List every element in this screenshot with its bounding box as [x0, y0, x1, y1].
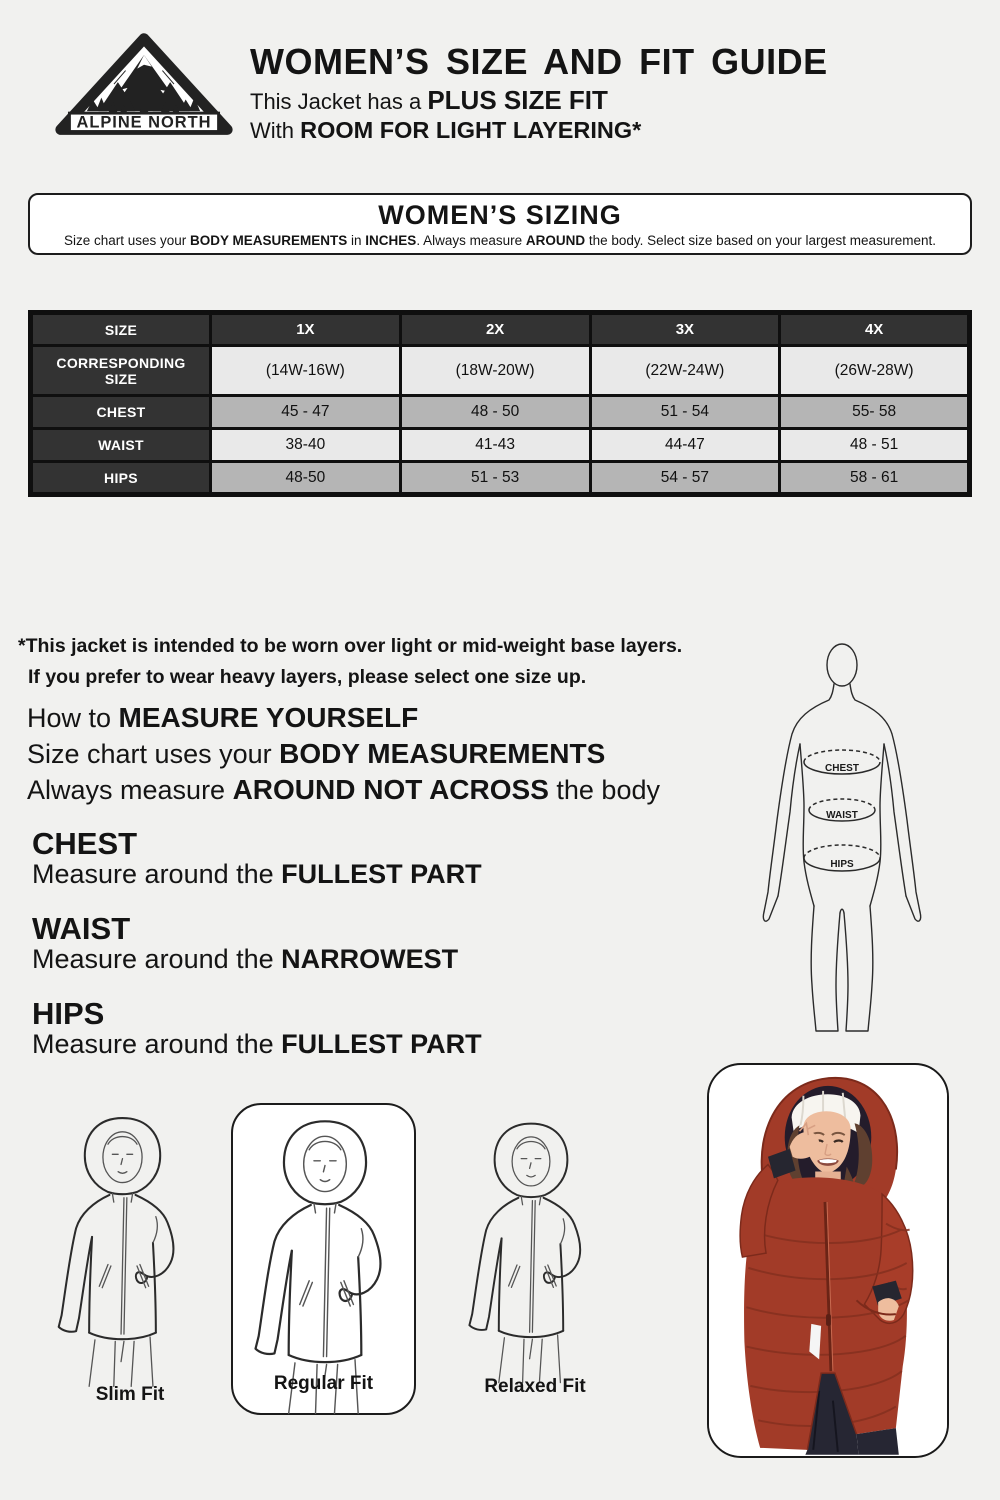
- col-header-4x: 4X: [780, 313, 970, 346]
- instruction-bold-text: FULLEST PART: [281, 1029, 482, 1059]
- body-outline-icon: [752, 640, 958, 1042]
- header: [250, 42, 970, 144]
- diagram-hips-label: HIPS: [830, 859, 854, 870]
- sizing-box-title: WOMEN’S SIZING: [378, 200, 622, 230]
- desc-seg: Size chart uses your: [63, 233, 190, 248]
- howto-text: the body: [548, 775, 660, 805]
- table-cell: 44-47: [590, 429, 780, 462]
- page-title: WOMEN’S SIZE AND FIT GUIDE: [250, 41, 828, 82]
- row-label: WAIST: [31, 429, 211, 462]
- table-cell: (14W-16W): [211, 346, 401, 396]
- model-in-red-puffer-jacket: [709, 1065, 947, 1456]
- table-cell: 41-43: [400, 429, 590, 462]
- desc-seg-bold: INCHES: [365, 233, 417, 248]
- table-cell: 54 - 57: [590, 462, 780, 495]
- table-cell: (18W-20W): [400, 346, 590, 396]
- table-cell: 58 - 61: [780, 462, 970, 495]
- slim-fit-figure: [50, 1112, 210, 1393]
- table-cell: 48 - 50: [400, 396, 590, 429]
- alpine-north-logo: [52, 30, 236, 142]
- instruction-text: Measure around the: [32, 859, 282, 889]
- diagram-waist-label: WAIST: [826, 810, 858, 821]
- table-row-chest: [31, 396, 970, 429]
- row-label: HIPS: [31, 462, 211, 495]
- subtitle-bold-text: PLUS SIZE FIT: [427, 85, 608, 115]
- howto-text: Size chart uses your: [27, 739, 280, 769]
- subtitle-text: This Jacket has a: [250, 89, 428, 114]
- table-row-hips: [31, 462, 970, 495]
- layering-footnote: [18, 631, 682, 693]
- instruction-text: Measure around the: [32, 1029, 282, 1059]
- desc-seg-bold: BODY MEASUREMENTS: [190, 233, 348, 248]
- logo-text: ALPINE NORTH: [76, 113, 212, 132]
- desc-seg: in: [347, 233, 366, 248]
- waist-heading: WAIST: [32, 911, 131, 946]
- desc-seg: . Always measure: [416, 233, 526, 248]
- col-header-3x: 3X: [590, 313, 780, 346]
- hips-instruction: [32, 1030, 482, 1059]
- slim-fit-label: Slim Fit: [95, 1384, 165, 1405]
- regular-fit-card: [231, 1103, 416, 1415]
- col-header-size: SIZE: [31, 313, 211, 346]
- womens-sizing-box: [28, 193, 972, 255]
- howto-text: Always measure: [27, 775, 233, 805]
- subtitle2-text: With: [250, 118, 301, 143]
- table-cell: 48 - 51: [780, 429, 970, 462]
- howto-bold-text: MEASURE YOURSELF: [118, 702, 419, 733]
- desc-seg: the body. Select size based on your largest measurement.: [585, 233, 937, 248]
- body-measurement-diagram: [752, 640, 958, 1042]
- row-label: CORRESPONDING SIZE: [31, 346, 211, 396]
- sizing-box-description: [30, 233, 970, 248]
- table-cell: 51 - 54: [590, 396, 780, 429]
- mountain-badge-icon: [52, 30, 236, 142]
- relaxed-fit-label: Relaxed Fit: [484, 1376, 586, 1397]
- chest-heading: CHEST: [32, 826, 138, 861]
- footnote-line2: If you prefer to wear heavy layers, please select one size up.: [28, 666, 587, 688]
- table-cell: (26W-28W): [780, 346, 970, 396]
- table-header-row: [31, 313, 970, 346]
- howto-line3: [27, 772, 660, 808]
- howto-text: How to: [27, 703, 119, 733]
- table-cell: 38-40: [211, 429, 401, 462]
- instruction-text: Measure around the: [32, 944, 282, 974]
- hips-heading: HIPS: [32, 996, 105, 1031]
- relaxed-fit-figure: [455, 1118, 615, 1389]
- table-cell: 55- 58: [780, 396, 970, 429]
- regular-fit-label: Regular Fit: [273, 1373, 374, 1394]
- instruction-bold-text: NARROWEST: [281, 944, 459, 974]
- col-header-1x: 1X: [211, 313, 401, 346]
- table-cell: 51 - 53: [400, 462, 590, 495]
- table-cell: 45 - 47: [211, 396, 401, 429]
- row-label: CHEST: [31, 396, 211, 429]
- howto-line2: [27, 736, 660, 772]
- howto-bold-text: BODY MEASUREMENTS: [279, 738, 606, 769]
- footnote-line1: *This jacket is intended to be worn over light or mid-weight base layers.: [18, 635, 683, 657]
- fit-subtitle: [250, 87, 970, 115]
- layering-subtitle: [250, 117, 970, 144]
- table-row-waist: [31, 429, 970, 462]
- waist-instruction: [32, 945, 482, 974]
- diagram-chest-label: CHEST: [825, 763, 859, 774]
- table-cell: (22W-24W): [590, 346, 780, 396]
- howto-line1: [27, 700, 660, 736]
- table-row-corresponding-size: [31, 346, 970, 396]
- size-table: [28, 310, 972, 497]
- table-cell: 48-50: [211, 462, 401, 495]
- product-photo: [707, 1063, 949, 1458]
- instruction-bold-text: FULLEST PART: [281, 859, 482, 889]
- chest-instruction: [32, 860, 482, 889]
- subtitle2-bold-text: ROOM FOR LIGHT LAYERING*: [300, 117, 642, 143]
- measure-instructions: [32, 827, 482, 1082]
- howto-bold-text: AROUND NOT ACROSS: [232, 774, 549, 805]
- how-to-measure: [27, 700, 660, 808]
- desc-seg-bold: AROUND: [525, 233, 586, 248]
- col-header-2x: 2X: [400, 313, 590, 346]
